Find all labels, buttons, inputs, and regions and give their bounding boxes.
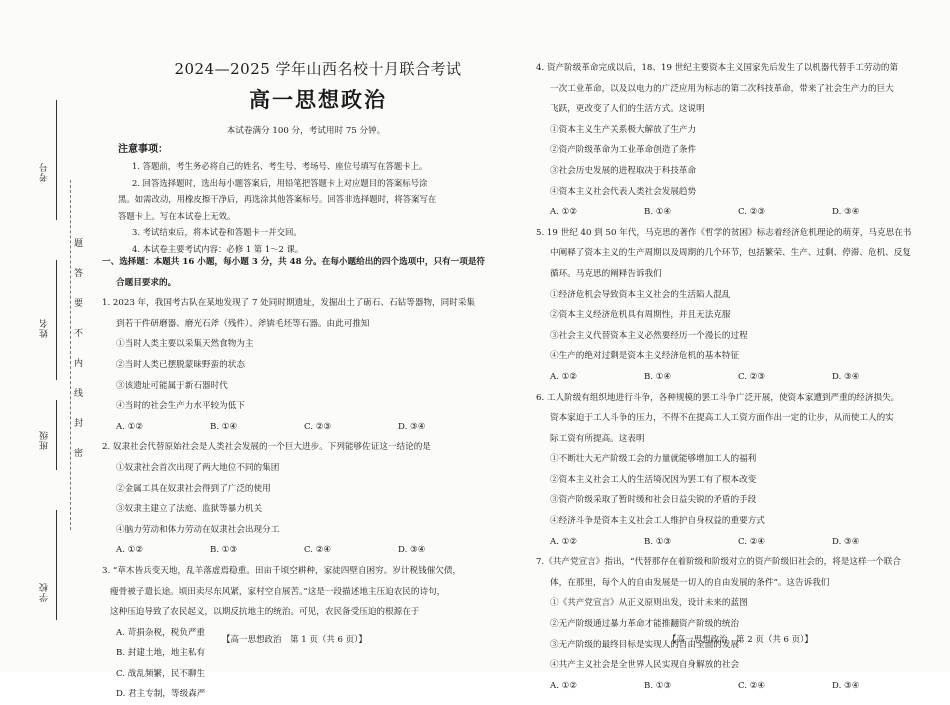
choice-a: A. ①② (550, 207, 578, 218)
option-item: ②当时人类已摆脱蒙昧野蛮的状态 (116, 359, 245, 370)
seal-char: 线 (74, 389, 84, 399)
choice-a: A. ①② (550, 680, 578, 691)
question-stem: 飞跃，更改变了人们的生活方式。这说明 (550, 104, 705, 115)
option-item: ③社会历史发展的进程取决于科技革命 (550, 165, 697, 176)
seal-char: 封 (74, 419, 84, 429)
question-stem: 4. 资产阶级革命完成以后，18、19 世纪主要资本主义国家先后发生了以机器代替手工劳动的第 (536, 63, 899, 73)
section-heading-cont: 合题目要求的。 (116, 277, 177, 288)
school-label: 学校 (40, 582, 50, 602)
note-line: 答题卡上。写在本试卷上无效。 (118, 210, 236, 221)
question-stem: 6. 工人阶级有组织地进行斗争，各种规模的罢工斗争广泛开展，使资本家遭到严重的经济损失。 (536, 392, 900, 403)
choice-b: B. ①④ (210, 421, 238, 432)
exam-no-label: 考号 (40, 162, 50, 182)
question-6 (536, 388, 944, 553)
choice-b: B. ①③ (210, 545, 238, 556)
choice-a: A. ①② (116, 421, 144, 432)
choice-a: A. ①② (550, 371, 578, 382)
seal-char: 密 (74, 449, 84, 459)
question-stem: 资本家迫于工人斗争的压力，不得不在提高工人工资方面作出一定的让步，从而使工人的实 (550, 413, 894, 424)
binding-margin (0, 0, 100, 672)
choice-c: C. ②③ (738, 371, 766, 382)
answer-choices (102, 417, 510, 438)
section-heading: 一、选择题：本题共 16 小题，每小题 3 分，共 48 分。在每小题给出的四个选项中，只有一项是符 (102, 257, 486, 267)
option-item: A. 苛捐杂税，税负严重 (116, 627, 206, 638)
option-item: ③该遗址可能属于新石器时代 (116, 380, 228, 391)
choice-a: A. ①② (116, 545, 144, 556)
option-item: ②无产阶级通过暴力革命才能推翻资产阶级的统治 (550, 619, 740, 630)
page-footer-left: 【高一思想政治 第 1 页（共 6 页）】 (222, 635, 367, 645)
option-item: ①《共产党宣言》从正义原则出发，设计未来的蓝图 (550, 598, 748, 609)
option-item: ④经济斗争是资本主义社会工人维护自身权益的重要方式 (550, 516, 765, 527)
seal-dash-line (70, 180, 71, 530)
choice-d: D. ③④ (832, 536, 860, 547)
note-line: 4. 本试卷主要考试内容：必修 1 第 1～2 课。 (132, 243, 304, 254)
option-item: ③社会主义代替资本主义必然要经历一个漫长的过程 (550, 330, 748, 341)
option-item: ①奴隶社会首次出现了两大地位不同的集团 (116, 462, 280, 473)
choice-d: D. ③④ (832, 680, 860, 691)
choice-c: C. ②④ (304, 545, 332, 556)
subject-title: 高一思想政治 (249, 87, 387, 112)
choice-d: D. ③④ (832, 207, 860, 218)
question-5 (536, 223, 944, 388)
choice-b: B. ①④ (644, 371, 672, 382)
choice-b: B. ①③ (644, 680, 672, 691)
option-item: ④资本主义社会代表人类社会发展趋势 (550, 186, 697, 197)
option-item: ①当时人类主要以采集天然食物为主 (116, 339, 254, 350)
answer-choices (536, 367, 944, 388)
notes-block (118, 142, 510, 257)
seal-char: 题 (74, 239, 84, 249)
option-item: ②金属工具在奴隶社会得到了广泛的使用 (116, 483, 271, 494)
option-item: ②资产阶级革命为工业革命创造了条件 (550, 145, 697, 156)
name-label: 姓名 (40, 318, 50, 338)
page-footer-right: 【高一思想政治 第 2 页（共 6 页）】 (668, 635, 813, 645)
question-stem: 一次工业革命，以及以电力的广泛应用为标志的第二次科技革命，带来了社会生产力的巨大 (550, 83, 894, 94)
right-column (536, 58, 944, 696)
option-item: ①经济危机会导致资本主义社会的生活陷人混乱 (550, 289, 731, 300)
question-7 (536, 552, 944, 696)
seal-char: 不 (74, 329, 84, 339)
answer-choices (536, 202, 944, 223)
answer-choices (102, 540, 510, 561)
question-stem: 5. 19 世纪 40 到 50 年代，马克思的著作《哲学的贫困》标志着经济危机理论的萌芽，马克思在书 (536, 227, 912, 238)
option-item: ②资本主义社会工人的生活境况因为罢工有了根本改变 (550, 474, 757, 485)
choice-a: A. ①② (550, 536, 578, 547)
question-stem: 这种压迫导致了农民起义，以期反抗地主的统治。可见，农民备受压迫的根源在于 (110, 607, 420, 618)
choice-d: D. ③④ (398, 545, 426, 556)
question-stem: 中阐释了资本主义的生产周期以及周期的几个环节，包括繁荣、生产、过剩、停滞、危机、反复 (550, 248, 911, 259)
class-line (56, 400, 57, 470)
seal-char: 要 (74, 299, 84, 309)
option-item: ③无产阶级的最终目标是实现人的自由全面的发展 (550, 639, 740, 650)
question-stem: 到若干件研磨器、磨光石斧（残件）、斧锛毛坯等石器。由此可推知 (116, 318, 370, 329)
option-item: ④生产的绝对过剩是资本主义经济危机的基本特征 (550, 351, 740, 362)
question-2 (102, 437, 510, 561)
choice-c: C. ②④ (738, 536, 766, 547)
option-item: ②资本主义经济危机具有周期性，并且无法克服 (550, 310, 731, 321)
seal-char: 内 (74, 359, 84, 369)
option-item: ①不断壮大无产阶级工会的力量就能够增加工人的福利 (550, 454, 757, 465)
option-item: ③奴隶主建立了法庭、监狱等暴力机关 (116, 504, 263, 515)
choice-c: C. ②④ (738, 680, 766, 691)
question-stem: 1. 2023 年，我国考古队在某地发现了 7 处同时期遗址，发掘出土了砺石、石钻等器物，同时采集 (102, 298, 476, 309)
question-stem: 2. 奴隶社会代替原始社会是人类社会发展的一个巨大进步。下列能够佐证这一结论的是 (102, 442, 431, 453)
answer-choices (536, 532, 944, 553)
question-1 (102, 293, 510, 437)
question-4 (536, 58, 944, 223)
choice-b: B. ①④ (644, 207, 672, 218)
question-stem: 3. “草木皆兵变天地，乱羊落虚焉稳重。田亩千顷空耕种，家徒四壁自困穷。岁计税钱催欠债， (102, 565, 462, 576)
choice-b: B. ①③ (644, 536, 672, 547)
note-line: 3. 考试结束后，将本试卷和答题卡一并交回。 (132, 227, 302, 237)
seal-char: 答 (74, 269, 84, 279)
option-item: D. 君主专制，等级森严 (116, 689, 206, 700)
option-item: C. 战乱频繁，民不聊生 (116, 668, 206, 679)
question-stem: 7.《共产党宣言》指出，“代替那存在着阶级和阶级对立的资产阶级旧社会的，将是这样一个联合 (536, 557, 901, 568)
notes-heading: 注意事项： (118, 144, 168, 155)
option-item: ④脑力劳动和体力劳动在奴隶社会出现分工 (116, 524, 280, 535)
exam-title: 2024—2025 学年山西名校十月联合考试 (174, 60, 462, 78)
option-item: B. 封建土地，地主私有 (116, 648, 206, 659)
choice-c: C. ②③ (738, 207, 766, 218)
choice-d: D. ③④ (398, 421, 426, 432)
note-line: 1. 答题前，考生务必将自己的姓名、考生号、考场号、座位号填写在答题卡上。 (132, 161, 428, 171)
option-item: ④当时的社会生产力水平较为低下 (116, 401, 245, 412)
choice-d: D. ③④ (832, 371, 860, 382)
school-line (56, 510, 57, 620)
class-label: 班级 (40, 430, 50, 450)
option-item: ③资产阶级采取了暂时缓和社会日益尖锐的矛盾的手段 (550, 495, 757, 506)
question-stem: 体，在那里，每个人的自由发展是一切人的自由发展的条件”。这告诉我们 (550, 577, 830, 588)
note-line: 2. 回答选择题时，选出每小题答案后，用铅笔把答题卡上对应题目的答案标号涂 (132, 177, 428, 188)
option-item: ④共产主义社会是全世界人民实现自身解放的社会 (550, 660, 740, 671)
question-stem: 瘦骨被子遣长途。顷田卖尽东风紧，家村空自展苦。”这是一段描述地主压迫农民的诗句， (110, 586, 446, 597)
question-stem: 循环。马克思的阐释告诉我们 (550, 268, 662, 279)
note-line: 黑。如需改动，用橡皮擦干净后，再选涂其他答案标号。回答非选择题时，将答案写在 (118, 194, 437, 204)
answer-choices (536, 676, 944, 697)
exam-no-line (56, 100, 57, 220)
question-stem: 际工资有所提高。这表明 (550, 433, 645, 444)
choice-c: C. ②③ (304, 421, 332, 432)
option-item: ①资本主义生产关系极大解放了生产力 (550, 124, 697, 135)
name-line (56, 260, 57, 380)
exam-meta: 本试卷满分 100 分，考试用时 75 分钟。 (226, 126, 386, 136)
